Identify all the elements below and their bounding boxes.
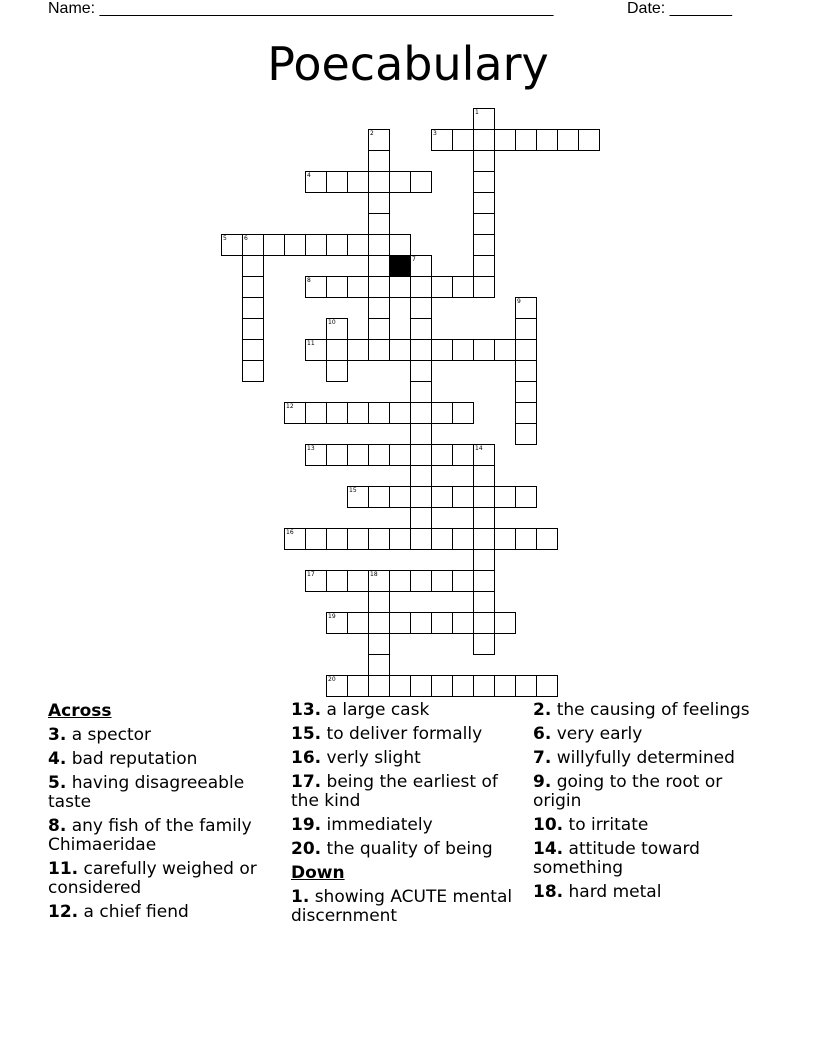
grid-cell[interactable]: [368, 654, 390, 676]
clue-text: any fish of the family Chimaeridae: [48, 816, 252, 855]
grid-cell[interactable]: [557, 129, 579, 151]
grid-cell[interactable]: [536, 528, 558, 550]
grid-cell[interactable]: [368, 402, 390, 424]
grid-cell[interactable]: [410, 360, 432, 382]
cell-number: 11: [307, 340, 315, 347]
grid-cell[interactable]: [536, 129, 558, 151]
clue-text: a large cask: [326, 700, 430, 720]
cell-number: 13: [307, 445, 315, 452]
cell-number: 16: [286, 529, 294, 536]
grid-cell[interactable]: [326, 234, 348, 256]
grid-cell[interactable]: [389, 171, 411, 193]
cell-number: 17: [307, 571, 315, 578]
clue-text: verly slight: [326, 748, 421, 768]
grid-cell[interactable]: [368, 570, 390, 592]
clue-number: 12.: [48, 902, 79, 922]
grid-cell[interactable]: [242, 297, 264, 319]
down-heading: Down: [291, 863, 345, 883]
clue-number: 19.: [291, 815, 322, 835]
clue-number: 18.: [533, 882, 564, 902]
clue-down-7: [533, 749, 769, 768]
cell-number: 4: [307, 172, 311, 179]
grid-cell[interactable]: [368, 150, 390, 172]
cell-number: 1: [475, 109, 479, 116]
grid-cell[interactable]: [452, 444, 474, 466]
grid-cell[interactable]: [326, 612, 348, 634]
cell-number: 6: [244, 235, 248, 242]
grid-cell[interactable]: [368, 297, 390, 319]
clue-across-15: [291, 725, 527, 744]
grid-cell[interactable]: [326, 675, 348, 697]
grid-cell[interactable]: [242, 339, 264, 361]
clue-number: 4.: [48, 749, 67, 769]
clue-number: 13.: [291, 700, 322, 720]
grid-cell[interactable]: [473, 129, 495, 151]
grid-cell[interactable]: [368, 444, 390, 466]
grid-cell[interactable]: [473, 528, 495, 550]
clue-number: 20.: [291, 839, 322, 859]
clue-across-19: [291, 816, 527, 835]
grid-cell[interactable]: [473, 633, 495, 655]
grid-cell[interactable]: [284, 402, 306, 424]
clue-number: 7.: [533, 748, 552, 768]
clue-down-18: [533, 883, 769, 902]
clue-text: immediately: [326, 815, 433, 835]
grid-cell[interactable]: [347, 276, 369, 298]
cell-number: 3: [433, 130, 437, 137]
grid-cell[interactable]: [242, 318, 264, 340]
grid-cell[interactable]: [347, 675, 369, 697]
grid-cell[interactable]: [389, 570, 411, 592]
grid-cell[interactable]: [515, 318, 537, 340]
clue-text: to deliver formally: [326, 724, 483, 744]
grid-cell[interactable]: [515, 486, 537, 508]
clues-column-3: [533, 701, 769, 907]
clue-down-9: [533, 773, 769, 811]
grid-cell[interactable]: [305, 171, 327, 193]
grid-cell[interactable]: [347, 528, 369, 550]
grid-cell[interactable]: [515, 381, 537, 403]
grid-cell[interactable]: [221, 234, 243, 256]
clue-text: having disagreeable taste: [48, 773, 245, 812]
grid-cell[interactable]: [410, 507, 432, 529]
grid-cell[interactable]: [389, 444, 411, 466]
grid-cell[interactable]: [284, 234, 306, 256]
grid-cell[interactable]: [452, 675, 474, 697]
clue-text: to irritate: [568, 815, 649, 835]
grid-cell[interactable]: [326, 171, 348, 193]
clue-text: going to the root or origin: [533, 772, 723, 811]
clue-text: willyfully determined: [556, 748, 735, 768]
clue-number: 17.: [291, 772, 322, 792]
grid-cell[interactable]: [515, 339, 537, 361]
grid-cell[interactable]: [305, 444, 327, 466]
grid-cell[interactable]: [389, 339, 411, 361]
clue-across-13: [291, 701, 527, 720]
grid-cell[interactable]: [368, 213, 390, 235]
clues-column-2: [291, 701, 527, 931]
clue-number: 10.: [533, 815, 564, 835]
grid-cell[interactable]: [368, 234, 390, 256]
clue-down-1: [291, 888, 527, 926]
cell-number: 19: [328, 613, 336, 620]
grid-cell[interactable]: [410, 612, 432, 634]
clue-text: very early: [556, 724, 643, 744]
grid-cell[interactable]: [431, 570, 453, 592]
grid-cell[interactable]: [536, 675, 558, 697]
grid-cell[interactable]: [494, 612, 516, 634]
clue-number: 3.: [48, 725, 67, 745]
grid-cell[interactable]: [410, 339, 432, 361]
page-title: Poecabulary: [267, 37, 549, 91]
clue-down-14: [533, 840, 769, 878]
grid-cell[interactable]: [347, 612, 369, 634]
grid-cell[interactable]: [410, 570, 432, 592]
grid-cell[interactable]: [347, 402, 369, 424]
clue-number: 14.: [533, 839, 564, 859]
grid-cell[interactable]: [473, 213, 495, 235]
grid-cell[interactable]: [452, 612, 474, 634]
clue-across-11: [48, 860, 284, 898]
grid-cell[interactable]: [494, 675, 516, 697]
grid-cell[interactable]: [242, 360, 264, 382]
grid-cell[interactable]: [515, 423, 537, 445]
cell-number: 18: [370, 571, 378, 578]
grid-cell[interactable]: [431, 276, 453, 298]
clue-across-3: [48, 726, 284, 745]
clue-across-4: [48, 750, 284, 769]
grid-cell[interactable]: [515, 297, 537, 319]
grid-cell[interactable]: [368, 612, 390, 634]
clue-number: 16.: [291, 748, 322, 768]
grid-cell[interactable]: [473, 339, 495, 361]
grid-cell[interactable]: [368, 528, 390, 550]
grid-cell[interactable]: [473, 549, 495, 571]
grid-cell[interactable]: [305, 528, 327, 550]
cell-number: 14: [475, 445, 483, 452]
grid-cell[interactable]: [410, 486, 432, 508]
clue-down-10: [533, 816, 769, 835]
grid-cell[interactable]: [347, 444, 369, 466]
grid-cell[interactable]: [347, 339, 369, 361]
grid-cell[interactable]: [452, 276, 474, 298]
grid-cell[interactable]: [368, 486, 390, 508]
grid-cell[interactable]: [389, 402, 411, 424]
grid-cell[interactable]: [452, 570, 474, 592]
grid-cell[interactable]: [473, 612, 495, 634]
date-label: Date: _______: [627, 0, 732, 17]
grid-cell[interactable]: [515, 528, 537, 550]
grid-cell[interactable]: [494, 129, 516, 151]
grid-cell[interactable]: [389, 486, 411, 508]
grid-cell[interactable]: [389, 234, 411, 256]
grid-cell[interactable]: [326, 444, 348, 466]
grid-cell[interactable]: [515, 129, 537, 151]
grid-cell[interactable]: [389, 675, 411, 697]
grid-cell[interactable]: [431, 528, 453, 550]
clue-text: bad reputation: [71, 749, 198, 769]
grid-cell[interactable]: [515, 360, 537, 382]
grid-cell[interactable]: [389, 528, 411, 550]
grid-cell[interactable]: [473, 570, 495, 592]
grid-cell[interactable]: [284, 528, 306, 550]
grid-cell[interactable]: [431, 402, 453, 424]
clue-number: 5.: [48, 773, 67, 793]
grid-cell[interactable]: [494, 486, 516, 508]
clues-column-1: [48, 701, 284, 927]
clue-across-17: [291, 773, 527, 811]
clue-text: showing ACUTE mental discernment: [291, 887, 513, 926]
cell-number: 5: [223, 235, 227, 242]
grid-cell[interactable]: [452, 129, 474, 151]
grid-cell[interactable]: [578, 129, 600, 151]
grid-cell[interactable]: [410, 528, 432, 550]
clue-down-6: [533, 725, 769, 744]
clue-across-16: [291, 749, 527, 768]
cell-number: 7: [412, 256, 416, 263]
cell-number: 10: [328, 319, 336, 326]
grid-cell[interactable]: [452, 528, 474, 550]
grid-cell[interactable]: [410, 171, 432, 193]
grid-cell[interactable]: [473, 171, 495, 193]
grid-cell[interactable]: [368, 633, 390, 655]
grid-cell[interactable]: [410, 255, 432, 277]
clue-across-8: [48, 817, 284, 855]
grid-cell[interactable]: [410, 465, 432, 487]
grid-cell[interactable]: [410, 444, 432, 466]
clue-text: carefully weighed or considered: [48, 859, 257, 898]
grid-cell[interactable]: [410, 276, 432, 298]
clue-number: 2.: [533, 700, 552, 720]
grid-cell[interactable]: [452, 339, 474, 361]
grid-cell[interactable]: [242, 276, 264, 298]
black-cell: [389, 255, 411, 277]
grid-cell[interactable]: [452, 402, 474, 424]
grid-cell[interactable]: [473, 150, 495, 172]
cell-number: 8: [307, 277, 311, 284]
clue-number: 15.: [291, 724, 322, 744]
grid-cell[interactable]: [515, 675, 537, 697]
grid-cell[interactable]: [473, 507, 495, 529]
grid-cell[interactable]: [305, 402, 327, 424]
grid-cell[interactable]: [389, 612, 411, 634]
clue-number: 1.: [291, 887, 310, 907]
grid-cell[interactable]: [347, 486, 369, 508]
grid-cell[interactable]: [410, 318, 432, 340]
grid-cell[interactable]: [326, 360, 348, 382]
grid-cell[interactable]: [431, 339, 453, 361]
grid-cell[interactable]: [410, 423, 432, 445]
clue-number: 11.: [48, 859, 79, 879]
clue-text: a spector: [71, 725, 152, 745]
grid-cell[interactable]: [515, 402, 537, 424]
clue-number: 8.: [48, 816, 67, 836]
grid-cell[interactable]: [326, 318, 348, 340]
clue-text: the quality of being: [326, 839, 493, 859]
grid-cell[interactable]: [389, 276, 411, 298]
clue-text: the causing of feelings: [556, 700, 750, 720]
cell-number: 20: [328, 676, 336, 683]
cell-number: 15: [349, 487, 357, 494]
grid-cell[interactable]: [473, 255, 495, 277]
grid-cell[interactable]: [326, 339, 348, 361]
grid-cell[interactable]: [431, 675, 453, 697]
across-heading: Across: [48, 701, 112, 721]
grid-cell[interactable]: [494, 339, 516, 361]
grid-cell[interactable]: [473, 486, 495, 508]
grid-cell[interactable]: [494, 528, 516, 550]
grid-cell[interactable]: [431, 129, 453, 151]
clue-text: being the earliest of the kind: [291, 772, 498, 811]
grid-cell[interactable]: [410, 675, 432, 697]
grid-cell[interactable]: [242, 255, 264, 277]
grid-cell[interactable]: [452, 486, 474, 508]
clue-number: 9.: [533, 772, 552, 792]
clue-across-20: [291, 840, 527, 859]
grid-cell[interactable]: [242, 234, 264, 256]
grid-cell[interactable]: [410, 402, 432, 424]
grid-cell[interactable]: [473, 444, 495, 466]
clue-across-5: [48, 774, 284, 812]
grid-cell[interactable]: [473, 465, 495, 487]
grid-cell[interactable]: [347, 570, 369, 592]
grid-cell[interactable]: [473, 234, 495, 256]
grid-cell[interactable]: [368, 276, 390, 298]
clue-across-12: [48, 903, 284, 922]
clue-text: a chief fiend: [83, 902, 189, 922]
grid-cell[interactable]: [263, 234, 285, 256]
grid-cell[interactable]: [431, 612, 453, 634]
grid-cell[interactable]: [305, 234, 327, 256]
clue-number: 6.: [533, 724, 552, 744]
grid-cell[interactable]: [368, 171, 390, 193]
grid-cell[interactable]: [347, 171, 369, 193]
grid-cell[interactable]: [473, 108, 495, 130]
grid-cell[interactable]: [431, 444, 453, 466]
grid-cell[interactable]: [410, 381, 432, 403]
cell-number: 9: [517, 298, 521, 305]
name-label: Name: ___________________________________________________: [48, 0, 554, 17]
grid-cell[interactable]: [326, 570, 348, 592]
grid-cell[interactable]: [305, 339, 327, 361]
grid-cell[interactable]: [473, 675, 495, 697]
grid-cell[interactable]: [347, 234, 369, 256]
grid-cell[interactable]: [410, 297, 432, 319]
grid-cell[interactable]: [368, 129, 390, 151]
cell-number: 2: [370, 130, 374, 137]
clue-text: attitude toward something: [533, 839, 700, 878]
grid-cell[interactable]: [368, 192, 390, 214]
grid-cell[interactable]: [326, 276, 348, 298]
grid-cell[interactable]: [368, 675, 390, 697]
clue-text: hard metal: [568, 882, 662, 902]
grid-cell[interactable]: [368, 318, 390, 340]
grid-cell[interactable]: [305, 570, 327, 592]
grid-cell[interactable]: [368, 339, 390, 361]
grid-cell[interactable]: [368, 255, 390, 277]
grid-cell[interactable]: [473, 192, 495, 214]
grid-cell[interactable]: [473, 591, 495, 613]
grid-cell[interactable]: [431, 486, 453, 508]
clue-down-2: [533, 701, 769, 720]
cell-number: 12: [286, 403, 294, 410]
grid-cell[interactable]: [326, 528, 348, 550]
grid-cell[interactable]: [368, 591, 390, 613]
grid-cell[interactable]: [305, 276, 327, 298]
grid-cell[interactable]: [473, 276, 495, 298]
grid-cell[interactable]: [326, 402, 348, 424]
